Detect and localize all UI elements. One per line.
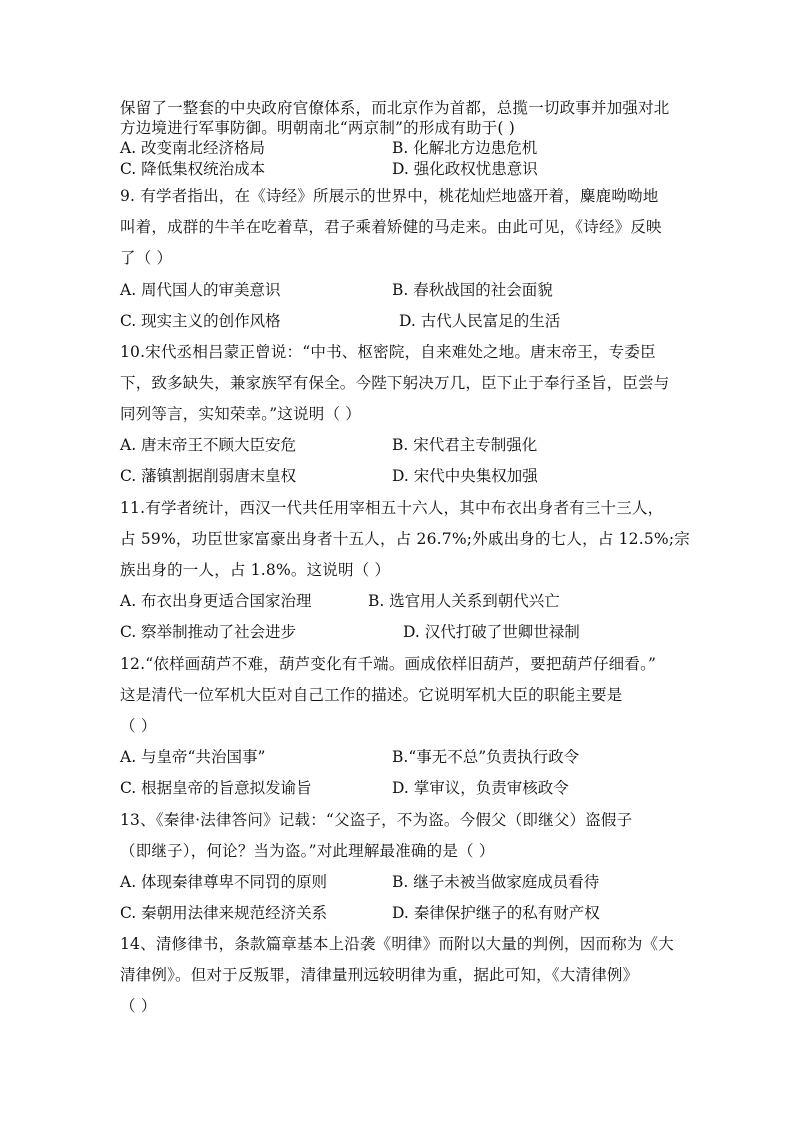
q10-option-b: B. 宋代君主专制强化 (392, 436, 538, 454)
intro-option-b: B. 化解北方边患危机 (392, 139, 538, 157)
q10-line-1: 10.宋代丞相吕蒙正曾说：“中书、枢密院，自来难处之地。唐末帝王，专委臣 (120, 343, 656, 361)
q10-line-2: 下，致多缺失，兼家族罕有保全。今陛下躬决万几，臣下止于奉行圣旨，臣尝与 (120, 374, 670, 392)
q9-option-a: A. 周代国人的审美意识 (120, 281, 281, 299)
q12-line-1: 12.“依样画葫芦不难，葫芦变化有千端。画成依样旧葫芦，要把葫芦仔细看。” (120, 655, 657, 673)
q13-line-1: 13、《秦律·法律答问》记载：“父盗子，不为盗。今假父（即继父）盗假子 (120, 811, 633, 829)
q12-option-a: A. 与皇帝“共治国事” (120, 748, 266, 766)
q10-option-c: C. 藩镇割据削弱唐末皇权 (120, 467, 297, 485)
q11-line-3: 族出身的一人，占 1.8%。这说明（ ） (120, 561, 391, 579)
q9-option-c: C. 现实主义的创作风格 (120, 312, 281, 330)
q12-option-d: D. 掌审议，负责审核政令 (392, 779, 569, 797)
q9-option-b: B. 春秋战国的社会面貌 (392, 281, 553, 299)
q12-line-2: 这是清代一位军机大臣对自己工作的描述。它说明军机大臣的职能主要是 (120, 686, 623, 704)
q12-option-b: B.“事无不总”负责执行政令 (392, 748, 580, 766)
q14-line-1: 14、清修律书，条款篇章基本上沿袭《明律》而附以大量的判例，因而称为《大 (120, 935, 674, 953)
q9-line-1: 9. 有学者指出，在《诗经》所展示的世界中，桃花灿烂地盛开着，麋鹿呦呦地 (120, 187, 659, 205)
q12-option-c: C. 根据皇帝的旨意拟发谕旨 (120, 779, 312, 797)
intro-option-d: D. 强化政权忧患意识 (392, 160, 538, 178)
q11-option-b: B. 选官用人关系到朝代兴亡 (368, 592, 560, 610)
intro-line-1: 保留了一整套的中央政府官僚体系，而北京作为首都，总揽一切政事并加强对北 (120, 99, 670, 117)
q9-line-2: 叫着，成群的牛羊在吃着草，君子乘着矫健的马走来。由此可见，《诗经》反映 (120, 218, 662, 236)
q10-option-a: A. 唐末帝王不顾大臣安危 (120, 436, 297, 454)
q11-line-1: 11.有学者统计，西汉一代共任用宰相五十六人，其中布衣出身者有三十三人， (120, 499, 664, 517)
q11-option-c: C. 察举制推动了社会进步 (120, 623, 297, 641)
q13-option-c: C. 秦朝用法律来规范经济关系 (120, 904, 328, 922)
q11-option-a: A. 布衣出身更适合国家治理 (120, 592, 312, 610)
q9-option-d: D. 古代人民富足的生活 (399, 312, 561, 330)
q11-option-d: D. 汉代打破了世卿世禄制 (403, 623, 580, 641)
q10-option-d: D. 宋代中央集权加强 (392, 467, 538, 485)
q14-line-3: （ ） (120, 997, 157, 1015)
q13-option-d: D. 秦律保护继子的私有财产权 (392, 904, 600, 922)
intro-option-c: C. 降低集权统治成本 (120, 160, 266, 178)
q14-line-2: 清律例》。但对于反叛罪，清律量刑远较明律为重，据此可知，《大清律例》 (120, 966, 639, 984)
q13-line-2: （即继子），何论？当为盗。”对此理解最准确的是（ ） (120, 842, 495, 860)
q13-option-a: A. 体现秦律尊卑不同罚的原则 (120, 873, 328, 891)
q12-line-3: （ ） (120, 717, 157, 735)
q10-line-3: 同列等言，实知荣幸。”这说明（ ） (120, 405, 362, 423)
intro-option-a: A. 改变南北经济格局 (120, 139, 266, 157)
intro-line-2: 方边境进行军事防御。明朝南北“两京制”的形成有助于( ) (120, 119, 515, 137)
q11-line-2: 占 59%，功臣世家富豪出身者十五人，占 26.7%;外戚出身的七人，占 12.5%;宗 (120, 530, 690, 548)
q9-line-3: 了（ ） (120, 249, 173, 267)
q13-option-b: B. 继子未被当做家庭成员看待 (392, 873, 600, 891)
